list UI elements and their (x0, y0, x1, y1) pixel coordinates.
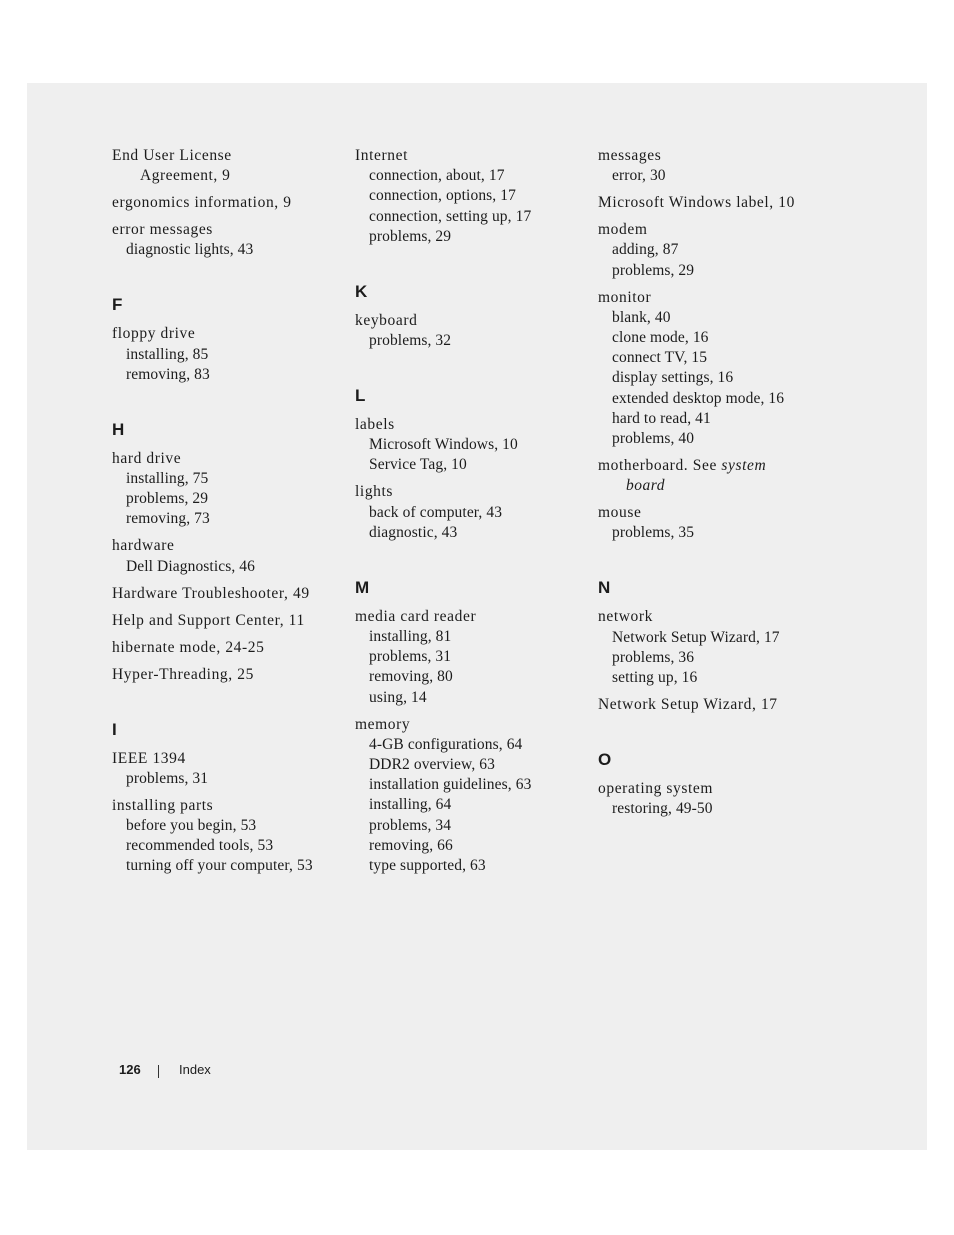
entry-text: Hyper-Threading, 25 (112, 665, 254, 683)
entry-text: recommended tools, 53 (126, 837, 274, 855)
entry-text: removing, 66 (369, 836, 453, 854)
index-entry (598, 146, 661, 166)
entry-text: motherboard. See (598, 457, 722, 474)
index-subentry (126, 816, 256, 836)
index-entry (598, 503, 641, 523)
entry-text: installing, 75 (126, 470, 209, 487)
index-entry (598, 288, 651, 308)
index-subentry (369, 836, 453, 856)
index-subentry (369, 455, 467, 475)
entry-text: installing, 85 (126, 345, 209, 363)
index-entry (355, 715, 410, 735)
entry-text: problems, 29 (612, 261, 695, 279)
index-subentry (126, 557, 255, 577)
index-subentry (612, 668, 697, 688)
entry-text: installing, 64 (369, 796, 452, 814)
index-entry (112, 146, 232, 166)
entry-text: media card reader (355, 607, 477, 625)
section-name: Index (179, 1062, 211, 1077)
index-subentry (126, 469, 208, 489)
index-subentry (612, 348, 707, 368)
entry-text: installation guidelines, 63 (369, 776, 532, 794)
index-subentry (612, 261, 694, 281)
entry-text: before you begin, 53 (126, 817, 257, 834)
entry-text: problems, 35 (612, 524, 695, 542)
index-entry-continuation (140, 166, 230, 186)
index-letter-heading: N (598, 578, 611, 598)
entry-text: connection, about, 17 (369, 167, 505, 185)
index-entry (355, 607, 476, 627)
index-entry (112, 796, 213, 816)
index-subentry (612, 523, 694, 543)
entry-text: Internet (355, 147, 408, 164)
entry-text: using, 14 (369, 688, 427, 706)
index-entry (112, 220, 213, 240)
index-subentry (369, 227, 451, 247)
index-subentry (126, 240, 253, 260)
index-letter-heading: M (355, 577, 370, 597)
index-subentry (369, 688, 427, 708)
index-subentry (369, 186, 516, 206)
index-entry (598, 220, 648, 240)
entry-text: extended desktop mode, 16 (612, 389, 785, 407)
index-subentry (369, 775, 531, 795)
index-subentry (369, 795, 451, 815)
entry-text: problems, 40 (612, 430, 695, 447)
entry-text: hard to read, 41 (612, 409, 711, 427)
index-entry (355, 146, 408, 166)
index-subentry (369, 523, 457, 543)
entry-text: problems, 31 (369, 648, 452, 666)
entry-text: hardware (112, 537, 175, 555)
see-reference: board (626, 477, 665, 495)
index-entry (598, 607, 653, 627)
index-subentry (369, 647, 451, 667)
entry-text: diagnostic, 43 (369, 523, 458, 541)
entry-text: keyboard (355, 311, 418, 329)
entry-text: ergonomics information, 9 (112, 194, 292, 212)
index-subentry (369, 667, 453, 687)
entry-text: Service Tag, 10 (369, 456, 467, 474)
entry-text: error messages (112, 221, 213, 239)
entry-text: Dell Diagnostics, 46 (126, 557, 255, 575)
entry-text: memory (355, 715, 411, 733)
index-entry (112, 749, 186, 769)
footer-separator (158, 1065, 159, 1078)
index-subentry (369, 207, 531, 227)
index-subentry (612, 328, 709, 348)
entry-text: back of computer, 43 (369, 503, 503, 521)
index-subentry (126, 365, 210, 385)
entry-text: IEEE 1394 (112, 749, 186, 767)
entry-text: Network Setup Wizard, 17 (612, 628, 780, 646)
index-entry-continuation (626, 476, 665, 496)
entry-text: display settings, 16 (612, 369, 734, 387)
index-entry (355, 482, 393, 502)
index-subentry (612, 628, 780, 648)
index-subentry (126, 489, 208, 509)
index-entry (598, 779, 713, 799)
entry-text: modem (598, 221, 648, 239)
entry-text: 4-GB configurations, 64 (369, 735, 523, 753)
entry-text: DDR2 overview, 63 (369, 756, 495, 773)
entry-text: problems, 32 (369, 332, 452, 349)
entry-text: connection, setting up, 17 (369, 207, 532, 225)
see-reference: system (721, 457, 767, 474)
index-subentry (369, 435, 518, 455)
entry-text: monitor (598, 288, 652, 306)
entry-text: Network Setup Wizard, 17 (598, 696, 778, 713)
index-entry (355, 415, 395, 435)
entry-text: lights (355, 483, 394, 501)
index-entry (598, 193, 795, 213)
entry-text: End User License (112, 147, 232, 164)
index-entry (112, 193, 292, 213)
index-letter-heading: I (112, 719, 117, 739)
index-subentry (612, 389, 784, 409)
index-entry (112, 638, 265, 658)
entry-text: removing, 80 (369, 668, 453, 686)
entry-text: clone mode, 16 (612, 329, 709, 346)
entry-text: connection, options, 17 (369, 187, 516, 205)
entry-text: operating system (598, 780, 714, 797)
index-subentry (369, 816, 451, 836)
index-entry (598, 456, 766, 476)
entry-text: setting up, 16 (612, 669, 698, 686)
entry-text: error, 30 (612, 167, 666, 185)
entry-text: floppy drive (112, 325, 196, 343)
index-entry (112, 449, 181, 469)
index-entry (112, 324, 195, 344)
entry-text: diagnostic lights, 43 (126, 241, 254, 259)
index-entry (112, 611, 305, 631)
entry-text: mouse (598, 504, 642, 522)
entry-text: turning off your computer, 53 (126, 857, 313, 875)
entry-text: hibernate mode, 24-25 (112, 638, 265, 656)
index-subentry (612, 308, 671, 328)
index-entry (598, 695, 778, 715)
index-subentry (369, 331, 451, 351)
index-subentry (612, 368, 733, 388)
entry-text: blank, 40 (612, 308, 671, 326)
index-subentry (612, 799, 713, 819)
entry-text: type supported, 63 (369, 857, 486, 874)
index-letter-heading: K (355, 281, 368, 301)
index-letter-heading: O (598, 750, 612, 769)
page-number: 126 (119, 1062, 141, 1077)
index-letter-heading: L (355, 386, 366, 405)
index-subentry (369, 503, 502, 523)
entry-text: Microsoft Windows, 10 (369, 436, 518, 454)
entry-text: problems, 31 (126, 769, 209, 787)
index-subentry (612, 648, 694, 668)
index-subentry (369, 755, 495, 775)
index-entry (112, 536, 174, 556)
entry-text: problems, 29 (126, 490, 209, 508)
entry-text: installing, 81 (369, 628, 452, 645)
index-entry (112, 665, 254, 685)
entry-text: messages (598, 147, 662, 164)
index-subentry (612, 409, 711, 429)
index-subentry (612, 166, 666, 186)
index-subentry (126, 345, 208, 365)
index-subentry (612, 429, 694, 449)
entry-text: problems, 36 (612, 648, 695, 666)
index-subentry (126, 836, 273, 856)
index-subentry (126, 856, 313, 876)
entry-text: Microsoft Windows label, 10 (598, 194, 795, 212)
entry-text: restoring, 49-50 (612, 800, 713, 818)
index-letter-heading: F (112, 295, 123, 315)
index-entry (355, 311, 417, 331)
entry-text: problems, 34 (369, 816, 452, 834)
index-entry (112, 584, 310, 604)
entry-text: Hardware Troubleshooter, 49 (112, 584, 310, 602)
entry-text: network (598, 608, 653, 626)
index-subentry (126, 769, 208, 789)
entry-text: Help and Support Center, 11 (112, 611, 305, 629)
entry-text: removing, 73 (126, 510, 210, 528)
index-subentry (126, 509, 210, 529)
entry-text: adding, 87 (612, 241, 679, 259)
entry-text: hard drive (112, 449, 182, 467)
index-letter-heading: H (112, 419, 125, 439)
index-subentry (369, 627, 451, 647)
entry-text: labels (355, 416, 395, 433)
entry-text: installing parts (112, 796, 214, 814)
entry-text: problems, 29 (369, 227, 452, 245)
index-subentry (369, 856, 486, 876)
page-sheet (27, 83, 927, 1150)
index-subentry (369, 735, 522, 755)
entry-text: removing, 83 (126, 365, 210, 383)
index-subentry (612, 240, 678, 260)
entry-text: connect TV, 15 (612, 349, 708, 367)
entry-text: Agreement, 9 (140, 167, 231, 185)
index-subentry (369, 166, 505, 186)
